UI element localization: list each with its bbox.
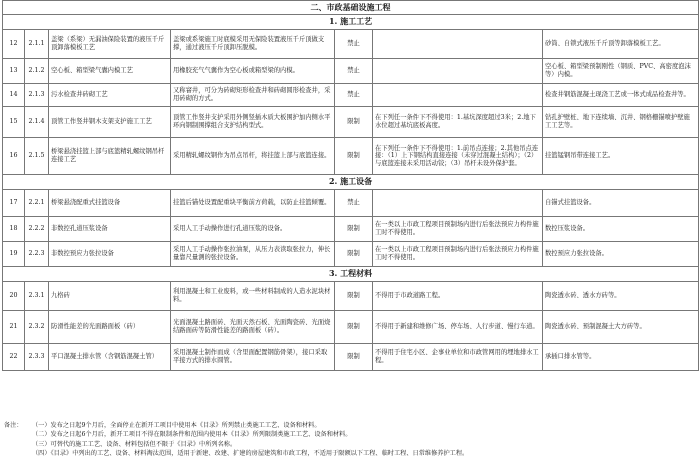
restriction-conditions: 在下列任一条件下不得使用：1.基坑深度超过3米；2.地下水位超过基坑底板高度。 [373,107,543,138]
restriction-conditions [373,30,543,59]
item-name: 桥梁悬浇配重式挂篮设备 [49,190,171,217]
item-name: 污水检查井砖砌工艺 [49,84,171,107]
table-row [3,242,699,267]
alternatives: 陶瓷透水砖、预制混凝土大方砖等。 [543,311,699,344]
restriction-type: 限制 [335,242,373,267]
note-line: （二）发布之日起6个月后，新开工项目不得在限制条件和范围内使用本《目录》所列限制类施工工艺、设备和材料。 [32,431,352,439]
table-row [3,282,699,311]
alternatives: 自锚式挂篮设备。 [543,190,699,217]
row-number: 16 [3,138,25,175]
restriction-type: 限制 [335,107,373,138]
restriction-type: 限制 [335,282,373,311]
restriction-conditions: 在下列任一条件下不得使用：1.前吊点连接；2.其他吊点连接：（1）上下钢结构直接连接（未穿过混凝土结构）；（2）与底篮连接未采用活动铰；（3）吊杆未设外保护套。 [373,138,543,175]
restriction-type: 限制 [335,344,373,371]
table-row [3,138,699,175]
item-code: 2.2.2 [25,217,49,242]
restriction-conditions: 在一类以上市政工程项目预制场内进行后张法预应力构件施工时不得使用。 [373,217,543,242]
alternatives: 陶瓷透水砖、透水方砖等。 [543,282,699,311]
note-line: （四）《目录》中列出的工艺、设备、材料淘汰范围，适用于新建、改建、扩建的房屋建筑和市政工程，不适用于限额以下工程、临时工程、日常维修养护工程。 [32,449,469,457]
item-name: 桥梁悬浇挂篮上部与底篮精轧螺纹钢吊杆连接工艺 [49,138,171,175]
alternatives: 空心板、箱型梁预制刚性（钢质、PVC、高密度泡沫等）内模。 [543,59,699,84]
table-row [3,190,699,217]
table-row [3,59,699,84]
restriction-conditions: 不得用于新建和维修广场、停车场、人行步道、慢行车道。 [373,311,543,344]
restriction-type: 禁止 [335,59,373,84]
alternatives: 钻孔护壁桩、地下连续墙、沉井、钢格栅锚喷护壁施工工艺等。 [543,107,699,138]
alternatives: 数控预应力张拉设备。 [543,242,699,267]
restriction-conditions: 在一类以上市政工程项目预制场内进行后张法预应力构件施工时不得使用。 [373,242,543,267]
table-row [3,107,699,138]
item-code: 2.2.1 [25,190,49,217]
row-number: 14 [3,84,25,107]
item-name: 平口混凝土排水管（含钢筋混凝土管） [49,344,171,371]
alternatives: 检查井钢筋混凝土现浇工艺或一体式成品检查井等。 [543,84,699,107]
table-row [3,344,699,371]
restriction-conditions: 不得用于市政道路工程。 [373,282,543,311]
restriction-conditions [373,84,543,107]
section-header-row [3,267,699,282]
section-title: 3. 工程材料 [3,267,699,282]
row-number: 21 [3,311,25,344]
restriction-type: 禁止 [335,190,373,217]
item-code: 2.1.5 [25,138,49,175]
row-number: 12 [3,30,25,59]
note-line: （三）可替代的施工工艺、设备、材料包括但不限于《目录》中所列名称。 [32,440,237,448]
row-number: 20 [3,282,25,311]
alternatives: 数控压浆设备。 [543,217,699,242]
item-description: 采用人工手动操作张拉油泵，从压力表读取张拉力，伸长量靠尺量测的张拉设备。 [171,242,335,267]
section-header-row [3,15,699,30]
item-name: 非数控孔道压浆设备 [49,217,171,242]
table-row [3,84,699,107]
restriction-conditions [373,190,543,217]
table-row [3,30,699,59]
restriction-type: 限制 [335,217,373,242]
item-description: 挂篮后锚处设置配重块平衡前方荷载，以防止挂篮倾覆。 [171,190,335,217]
section-title: 1. 施工工艺 [3,15,699,30]
note-line: 备注： （一）发布之日起9个月后，全面停止在新开工项目中使用本《目录》所列禁止类施工工艺、设备和材料。 [4,422,321,429]
item-name: 防滑性能差的光面路面板（砖） [49,311,171,344]
alternatives: 砂筒、自锁式液压千斤顶等卸落模板工艺。 [543,30,699,59]
item-code: 2.1.4 [25,107,49,138]
item-code: 2.3.1 [25,282,49,311]
item-code: 2.1.2 [25,59,49,84]
item-code: 2.1.1 [25,30,49,59]
restriction-type: 禁止 [335,84,373,107]
item-description: 采用混凝土制作而成（含里面配置钢筋骨架），接口采取平接方式的排水圆管。 [171,344,335,371]
item-name: 空心板、箱型梁气囊内模工艺 [49,59,171,84]
alternatives: 挂篮锰钢吊带连接工艺。 [543,138,699,175]
section-title: 2. 施工设备 [3,175,699,190]
item-description: 顶管工作竖井支护采用外侧竖插木质大板围护加内侧水平环向钢制围撑组合支护结构型式。 [171,107,335,138]
alternatives: 承插口排水管等。 [543,344,699,371]
main-title-row [3,1,699,15]
item-name: 九格砖 [49,282,171,311]
restriction-type: 禁止 [335,30,373,59]
row-number: 18 [3,217,25,242]
main-title: 二、市政基础设施工程 [3,1,699,15]
item-code: 2.1.3 [25,84,49,107]
item-description: 用橡胶充气气囊作为空心板或箱型梁的内模。 [171,59,335,84]
item-code: 2.3.2 [25,311,49,344]
restriction-conditions [373,59,543,84]
catalog-table [2,0,699,371]
table-row [3,311,699,344]
item-code: 2.2.3 [25,242,49,267]
notes-prefix: 备注： [4,422,23,429]
item-description: 盖梁或系梁施工时底模采用无保险装置液压千斤顶做支撑，通过液压千斤顶卸压脱模。 [171,30,335,59]
item-description: 采用人工手动操作进行孔道压浆的设备。 [171,217,335,242]
section-header-row [3,175,699,190]
item-description: 采用精轧螺纹钢作为吊点吊杆，将挂篮上部与底篮连接。 [171,138,335,175]
row-number: 17 [3,190,25,217]
row-number: 13 [3,59,25,84]
item-description: 又称窨井，可分为砖砌矩形检查井和砖砌圆形检查井，采用砖砌的方式。 [171,84,335,107]
item-name: 盖梁（系梁）无漏油保险装置的液压千斤顶卸落模板工艺 [49,30,171,59]
notes [4,421,696,458]
item-name: 顶管工作竖井钢木支架支护施工工艺 [49,107,171,138]
restriction-type: 限制 [335,138,373,175]
row-number: 15 [3,107,25,138]
item-name: 非数控预应力张拉设备 [49,242,171,267]
row-number: 19 [3,242,25,267]
item-description: 光面混凝土路面砖、光面天然石板、光面陶瓷砖、光面烧结路面砖等防滑性能差的路面板（砖）。 [171,311,335,344]
table-row [3,217,699,242]
item-description: 利用混凝土和工业废料，或一些材料制成的人造水泥块材料。 [171,282,335,311]
restriction-type: 限制 [335,311,373,344]
restriction-conditions: 不得用于住宅小区、企事业单位和市政管网用的埋地排水工程。 [373,344,543,371]
row-number: 22 [3,344,25,371]
item-code: 2.3.3 [25,344,49,371]
